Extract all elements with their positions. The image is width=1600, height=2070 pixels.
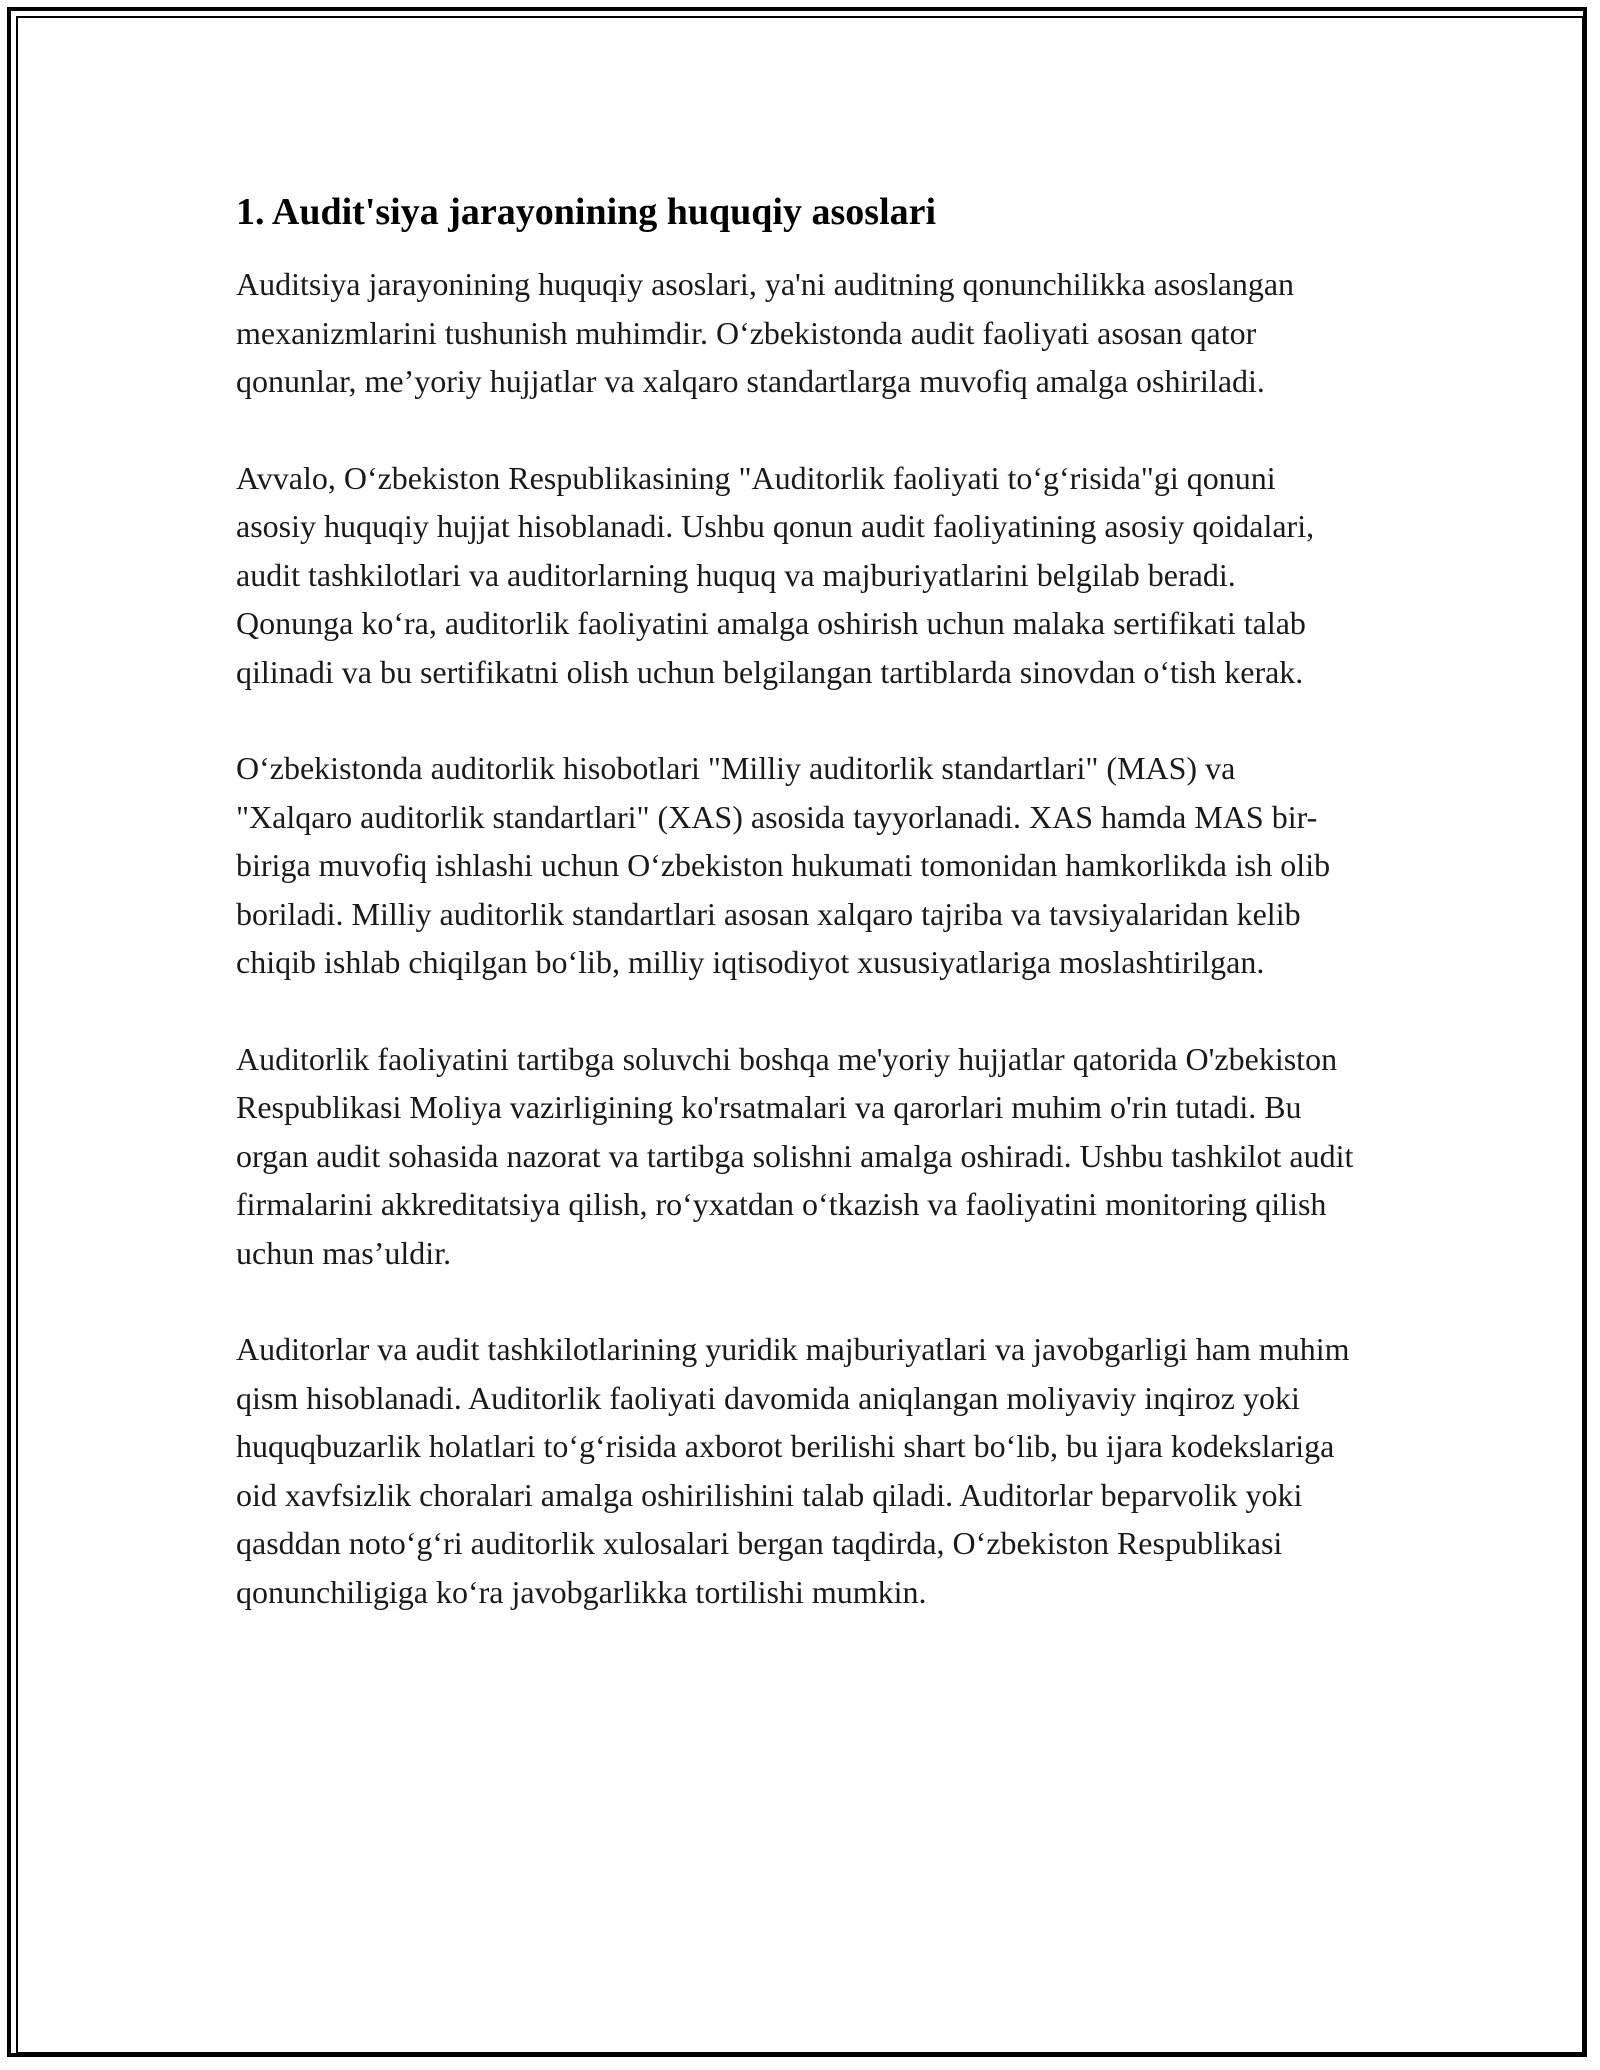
section-heading: 1. Audit'siya jarayonining huquqiy asoslari	[236, 191, 937, 233]
paragraph-audit-law: Avvalo, O‘zbekiston Respublikasining "Auditorlik faoliyati to‘g‘risida"gi qonuni asosiy huquqiy hujjat hisoblanadi. Ushbu qonun audit faoliyatining asosiy qoidalari, audit tashkilotlari va auditorlarning huquq va majburiyatlarini belgilab beradi. Qonunga ko‘ra, auditorlik faoliyatini amalga oshirish uchun malaka sertifikati talab qilinadi va bu sertifikatni olish uchun belgilangan tartiblarda sinovdan o‘tish kerak.	[236, 459, 1315, 690]
paragraph-liability: Auditorlar va audit tashkilotlarining yuridik majburiyatlari va javobgarligi ham muhim qism hisoblanadi. Auditorlik faoliyati davomida aniqlangan moliyaviy inqiroz yoki huquqbuzarlik holatlari to‘g‘risida axborot berilishi shart bo‘lib, bu ijara kodekslariga oid xavfsizlik choralari amalga oshirilishini talab qiladi. Auditorlar beparvolik yoki qasddan noto‘g‘ri auditorlik xulosalari bergan taqdirda, O‘zbekiston Respublikasi qonunchiligiga ko‘ra javobgarlikka tortilishi mumkin.	[236, 1331, 1350, 1610]
paragraph-ministry: Auditorlik faoliyatini tartibga soluvchi boshqa me'yoriy hujjatlar qatorida O'zbekiston Respublikasi Moliya vazirligining ko'rsatmalari va qarorlari muhim o'rin tutadi. Bu organ audit sohasida nazorat va tartibga solishni amalga oshiradi. Ushbu tashkilot audit firmalarini akkreditatsiya qilish, ro‘yxatdan o‘tkazish va faoliyatini monitoring qilish uchun mas’uldir.	[236, 1040, 1354, 1271]
document-body	[236, 186, 1356, 1664]
paragraph-standards: O‘zbekistonda auditorlik hisobotlari "Milliy auditorlik standartlari" (MAS) va "Xalqaro auditorlik standartlari" (XAS) asosida tayyorlanadi. XAS hamda MAS bir-biriga muvofiq ishlashi uchun O‘zbekiston hukumati tomonidan hamkorlikda ish olib boriladi. Milliy auditorlik standartlari asosan xalqaro tajriba va tavsiyalaridan kelib chiqib ishlab chiqilgan bo‘lib, milliy iqtisodiyot xususiyatlariga moslashtirilgan.	[236, 750, 1331, 980]
paragraph-intro: Auditsiya jarayonining huquqiy asoslari, ya'ni auditning qonunchilikka asoslangan mexanizmlarini tushunish muhimdir. O‘zbekistonda audit faoliyati asosan qator qonunlar, me’yoriy hujjatlar va xalqaro standartlarga muvofiq amalga oshiriladi.	[236, 266, 1295, 399]
